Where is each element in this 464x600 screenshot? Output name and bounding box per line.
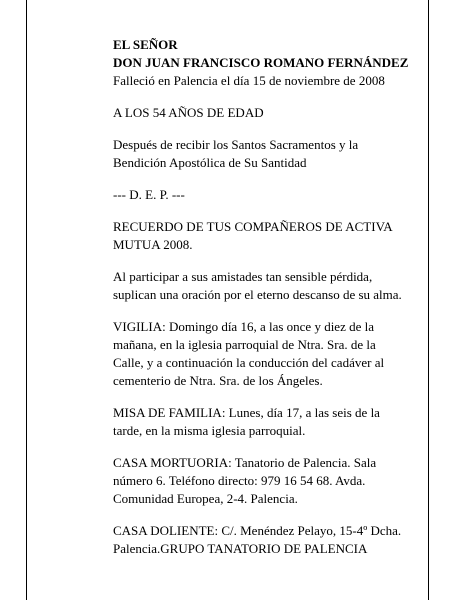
vigil-line: mañana, en la iglesia parroquial de Ntra. Sra. de la bbox=[113, 337, 376, 352]
mass-line: tarde, en la misma iglesia parroquial. bbox=[113, 423, 306, 438]
sacraments-line: Después de recibir los Santos Sacramentos y la bbox=[113, 137, 359, 152]
heading-title: EL SEÑOR bbox=[113, 37, 178, 52]
mass-block bbox=[113, 404, 433, 440]
remembrance-line: RECUERDO DE TUS COMPAÑEROS DE ACTIVA bbox=[113, 219, 393, 234]
mortuary-line: número 6. Teléfono directo: 979 16 54 68. Avda. bbox=[113, 473, 366, 488]
mass-line: MISA DE FAMILIA: Lunes, día 17, a las seis de la bbox=[113, 405, 380, 420]
death-notice: Falleció en Palencia el día 15 de noviembre de 2008 bbox=[113, 73, 385, 88]
family-home-block bbox=[113, 522, 433, 558]
mortuary-block bbox=[113, 454, 433, 508]
age-text: A LOS 54 AÑOS DE EDAD bbox=[113, 105, 264, 120]
page-border-left bbox=[26, 0, 27, 600]
request-line: suplican una oración por el eterno descanso de su alma. bbox=[113, 287, 402, 302]
obituary-notice bbox=[113, 36, 433, 558]
sacraments-line: Bendición Apostólica de Su Santidad bbox=[113, 155, 307, 170]
family-home-line: Palencia.GRUPO TANATORIO DE PALENCIA bbox=[113, 541, 368, 556]
rip-block bbox=[113, 186, 433, 204]
mortuary-line: Comunidad Europea, 2-4. Palencia. bbox=[113, 491, 298, 506]
request-line: Al participar a sus amistades tan sensible pérdida, bbox=[113, 269, 373, 284]
vigil-block bbox=[113, 318, 433, 390]
age-block bbox=[113, 104, 433, 122]
mortuary-line: CASA MORTUORIA: Tanatorio de Palencia. Sala bbox=[113, 455, 377, 470]
vigil-line: Calle, y a continuación la conducción del cadáver al bbox=[113, 355, 385, 370]
request-block bbox=[113, 268, 433, 304]
rip-text: --- D. E. P. --- bbox=[113, 187, 185, 202]
remembrance-block bbox=[113, 218, 433, 254]
vigil-line: cementerio de Ntra. Sra. de los Ángeles. bbox=[113, 373, 323, 388]
family-home-line: CASA DOLIENTE: C/. Menéndez Pelayo, 15-4º Dcha. bbox=[113, 523, 402, 538]
vigil-line: VIGILIA: Domingo día 16, a las once y diez de la bbox=[113, 319, 375, 334]
deceased-name: DON JUAN FRANCISCO ROMANO FERNÁNDEZ bbox=[113, 55, 409, 70]
remembrance-line: MUTUA 2008. bbox=[113, 237, 193, 252]
heading-block bbox=[113, 36, 433, 90]
sacraments-block bbox=[113, 136, 433, 172]
